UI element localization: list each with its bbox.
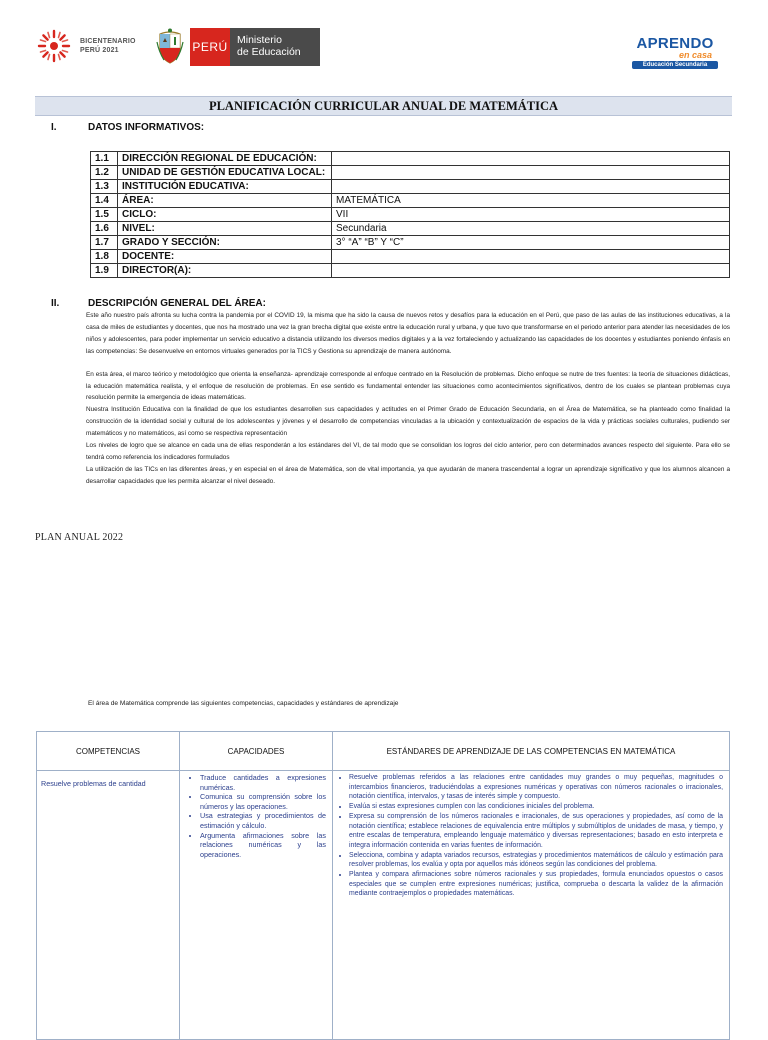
table-row — [91, 250, 730, 264]
row-number: 1.9 — [91, 264, 118, 278]
ministerio-line1: Ministerio — [237, 34, 282, 46]
row-label: ÁREA: — [118, 194, 332, 208]
table-row — [91, 180, 730, 194]
list-item: • Selecciona, combina y adapta variados recursos, estrategias y procedimientos matemáticos de cálculo y estimación para resolver problemas, los evalúa y opta por aquellos más idóneos según las condiciones del problema. — [349, 851, 723, 870]
table-row — [91, 166, 730, 180]
row-value — [332, 166, 730, 180]
row-label: NIVEL: — [118, 222, 332, 236]
row-value — [332, 264, 730, 278]
row-value: 3° “A” “B” Y “C” — [332, 236, 730, 250]
list-item: • Evalúa si estas expresiones cumplen con las condiciones iniciales del problema. — [349, 802, 723, 812]
section-1-heading — [0, 122, 768, 136]
peru-label: PERÚ — [190, 28, 230, 66]
row-value: Secundaria — [332, 222, 730, 236]
ministerio-line2: de Educación — [237, 46, 301, 58]
table-row — [37, 771, 730, 1040]
table-row — [91, 194, 730, 208]
bicentenario-logo — [36, 28, 136, 64]
section-1-number: I. — [51, 122, 57, 133]
list-item: • Resuelve problemas referidos a las relaciones entre cantidades muy grandes o muy pequeñas, magnitudes o intercambios financieros, traduciéndolas a expresiones numéricas y operativas con números racionales o irracionales, notación científica, intervalos, y tasas de interés simple y compuesto. — [349, 773, 723, 802]
description-paragraph-3: Nuestra Institución Educativa con la finalidad de que los estudiantes desarrollen sus capacidades y actitudes en el Primer Grado de Educación Secundaria, en el Área de Matemática, se ha planteado como finalidad la construcción de la identidad social y cultural de los adolescentes y jóvenes y el desarrollo de competencias vinculadas a la ubicación y contextualización de espacios de la vida y prácticas sociales culturales, pudiendo ser matemáticos y no matemáticos, así como se respectiva representación — [86, 406, 730, 438]
peru-coat-of-arms-icon — [156, 28, 184, 66]
row-label: DIRECCIÓN REGIONAL DE EDUCACIÓN: — [118, 152, 332, 166]
header-competencias: COMPETENCIAS — [37, 732, 180, 771]
description-paragraph-5: La utilización de las TICs en las diferentes áreas, y en especial en el área de Matemática, son de vital importancia, ya que ayudarán de manera trascendental a lograr un aprendizaje significativo y que los alumnos alcancen a desarrollar capacidades que les permita alcanzar el nivel deseado. — [86, 465, 730, 485]
description-paragraph-1: Este año nuestro país afronta su lucha contra la pandemia por el COVID 19, la misma que ha sido la causa de nuevos retos y desafíos para la educación en el Perú, que paso de las aulas de las instituciones educativas, a la casa de miles de estudiantes y docentes, que nos ha mostrado una vez la gran brecha digital que existe entre la educación rural y urbana, y que tuvo que transformarse en el periodo anterior para atender las necesidades de los niños y adolescentes, para poder implementar un servicio educativo a distancia utilizando los diversos medios digitales y a la vez fortaleciendo y actualizando las capacidades de los docentes y estudiantes poniendo énfasis en las competencias: Se desenvuelve en entornos virtuales generados por la TICS y Gestiona su aprendizaje de manera autónoma. — [86, 312, 730, 355]
section-2-label: DESCRIPCIÓN GENERAL DEL ÁREA: — [88, 298, 266, 309]
row-number: 1.7 — [91, 236, 118, 250]
row-number: 1.2 — [91, 166, 118, 180]
row-label: DIRECTOR(A): — [118, 264, 332, 278]
description-paragraph-4: Los niveles de logro que se alcance en cada una de ellas responderán a los estándares del VI, de tal modo que se consolidan los logros del ciclo anterior, pero con determinados avances respecto del siguiente. Para ello se tendrá como referencia los indicadores formulados — [86, 442, 730, 461]
competencias-intro: El área de Matemática comprende las siguientes competencias, capacidades y estándares de aprendizaje — [88, 700, 399, 707]
row-value: MATEMÁTICA — [332, 194, 730, 208]
estandares-list — [333, 771, 729, 899]
list-item: • Argumenta afirmaciones sobre las relaciones numéricas y las operaciones. — [200, 831, 326, 860]
table-row — [91, 222, 730, 236]
educacion-secundaria-label: Educación Secundaria — [632, 61, 718, 69]
description-paragraph-2: En esta área, el marco teórico y metodológico que orienta la enseñanza- aprendizaje corresponde al enfoque centrado en la Resolución de problemas. Dicho enfoque se nutre de tres fuentes: la teoría de situaciones didácticas, la educación matemática realista, y el enfoque de resolución de problemas. En ese sentido es fundamental entender las situaciones como acontecimientos significativos, dentro de los cuales se plantean problemas cuya resolución permite la emergencia de ideas matemáticas. — [86, 370, 730, 402]
plan-anual-label: PLAN ANUAL 2022 — [35, 532, 124, 543]
competencia-name: Resuelve problemas de cantidad — [41, 779, 146, 788]
datos-informativos-table — [90, 151, 730, 278]
en-casa-label: en casa — [678, 50, 712, 60]
bicentenario-line1: BICENTENARIO — [80, 38, 136, 45]
document-header — [0, 0, 768, 90]
capacidades-cell — [180, 771, 333, 1040]
row-number: 1.4 — [91, 194, 118, 208]
row-value — [332, 152, 730, 166]
bicentenario-line2: PERÚ 2021 — [80, 47, 119, 54]
table-row — [91, 236, 730, 250]
header-estandares: ESTÁNDARES DE APRENDIZAJE DE LAS COMPETENCIAS EN MATEMÁTICA — [333, 732, 730, 771]
list-item: • Plantea y compara afirmaciones sobre números racionales y sus propiedades, formula enunciados opuestos o casos especiales que se cumplen entre expresiones numéricas; justifica, comprueba o descarta la validez de la afirmación mediante contraejemplos o propiedades matemáticas. — [349, 870, 723, 899]
list-item: • Comunica su comprensión sobre los números y las operaciones. — [200, 792, 326, 811]
aprendo-label: APRENDO — [636, 35, 714, 52]
capacidades-list — [180, 771, 332, 859]
row-label: DOCENTE: — [118, 250, 332, 264]
row-label: GRADO Y SECCIÓN: — [118, 236, 332, 250]
list-item: • Expresa su comprensión de los números racionales e irracionales, de sus operaciones y propiedades, así como de la notación científica; establece relaciones de equivalencia entre múltiplos y submúltiplos de unidades de masa, y tiempo, y entre escalas de temperatura, empleando lenguaje matemático y diversas representaciones; basado en esto interpreta e integra información contenida en varias fuentes de información. — [349, 812, 723, 851]
row-number: 1.6 — [91, 222, 118, 236]
row-number: 1.1 — [91, 152, 118, 166]
row-value: VII — [332, 208, 730, 222]
list-item: • Usa estrategias y procedimientos de estimación y cálculo. — [200, 811, 326, 830]
row-number: 1.8 — [91, 250, 118, 264]
table-row — [91, 264, 730, 278]
row-value — [332, 180, 730, 194]
row-label: CICLO: — [118, 208, 332, 222]
table-row — [91, 152, 730, 166]
minedu-logo — [190, 28, 320, 66]
header-capacidades: CAPACIDADES — [180, 732, 333, 771]
row-number: 1.5 — [91, 208, 118, 222]
section-1-label: DATOS INFORMATIVOS: — [88, 122, 205, 133]
competencias-table — [36, 731, 730, 1040]
section-2-number: II. — [51, 298, 60, 309]
row-label: INSTITUCIÓN EDUCATIVA: — [118, 180, 332, 194]
row-value — [332, 250, 730, 264]
table-row — [91, 208, 730, 222]
row-number: 1.3 — [91, 180, 118, 194]
document-title: PLANIFICACIÓN CURRICULAR ANUAL DE MATEMÁTICA — [35, 96, 732, 116]
estandares-cell — [333, 771, 730, 1040]
area-description — [86, 310, 730, 488]
aprendo-en-casa-logo — [632, 36, 718, 69]
list-item: • Traduce cantidades a expresiones numéricas. — [200, 773, 326, 792]
competencia-cell — [37, 771, 180, 1040]
bicentenario-emblem-icon — [36, 28, 72, 64]
row-label: UNIDAD DE GESTIÓN EDUCATIVA LOCAL: — [118, 166, 332, 180]
